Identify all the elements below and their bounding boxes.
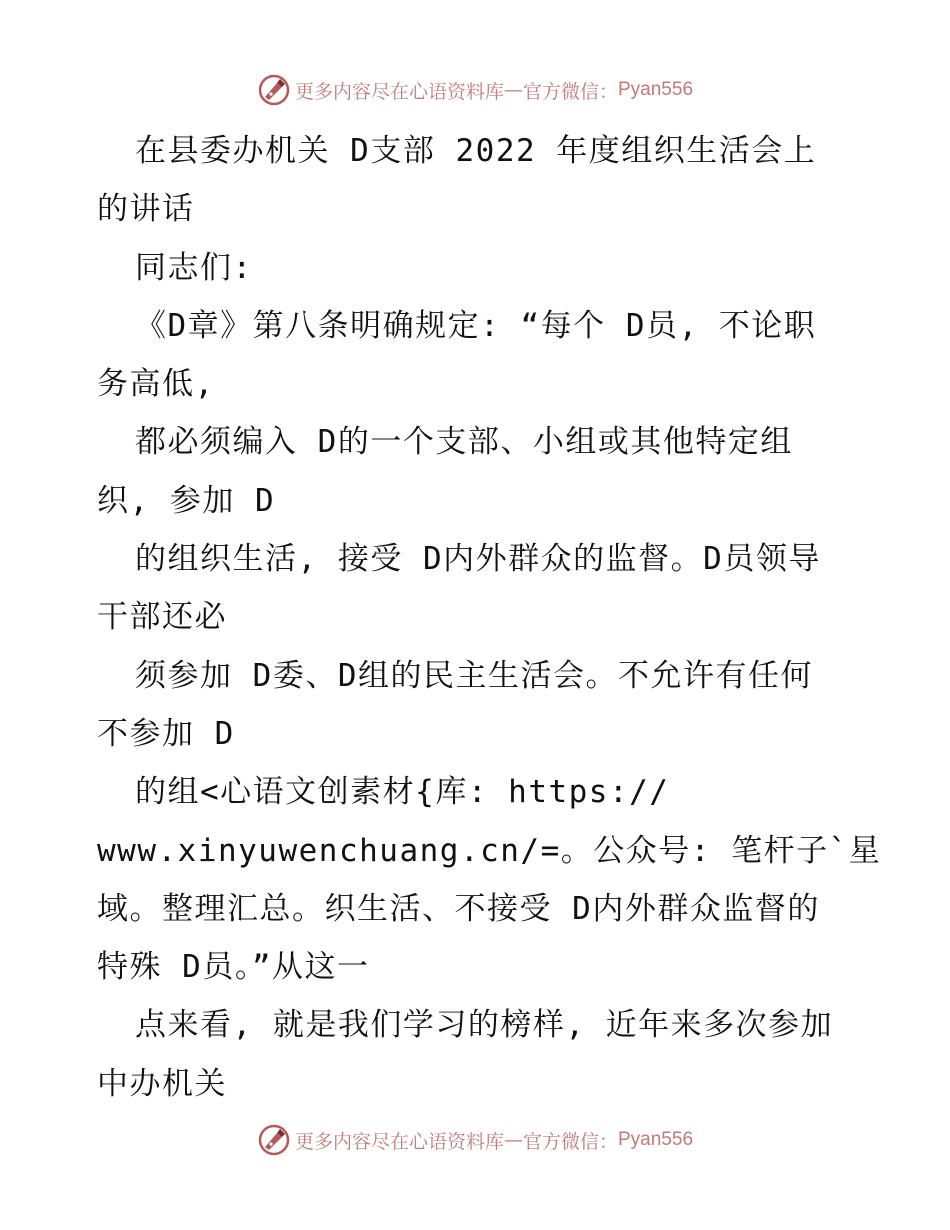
- text-line: 不参加 D: [97, 715, 235, 752]
- text-line: 特殊 D员。”从这一: [97, 949, 370, 986]
- banner-official-label: 官方微信：: [522, 80, 618, 103]
- text-line: 的组织生活, 接受 D内外群众的监督。D员领导: [135, 541, 821, 578]
- text-line: 干部还必: [97, 599, 227, 636]
- pen-nib-circle-icon: [257, 1123, 291, 1157]
- pen-nib-circle-icon: [257, 73, 291, 107]
- text-line: 点来看, 就是我们学习的榜样, 近年来多次参加: [135, 1007, 834, 1044]
- banner-separator: —: [503, 79, 523, 101]
- text-line: 域。整理汇总。织生活、不接受 D内外群众监督的: [97, 890, 820, 927]
- banner-separator: —: [503, 1129, 523, 1151]
- footer-watermark-banner: [0, 1120, 950, 1160]
- header-watermark-banner: [0, 70, 950, 110]
- text-line: 都必须编入 D的一个支部、小组或其他特定组: [135, 424, 793, 461]
- text-line: 在县委办机关 D支部 2022 年度组织生活会上: [135, 133, 817, 169]
- text-line: 须参加 D委、D组的民主生活会。不允许有任何: [135, 657, 813, 694]
- text-line: 同志们:: [135, 249, 253, 286]
- banner-wechat-id: Pyan556: [618, 79, 694, 100]
- document-body: [97, 122, 882, 1113]
- text-line: 务高低,: [97, 366, 215, 403]
- banner-wechat-id: Pyan556: [618, 1129, 694, 1150]
- banner-text: 更多内容尽在心语资料库: [294, 80, 504, 103]
- text-line: 的组<心语文创素材{库: https://: [135, 774, 670, 811]
- text-line: 《D章》第八条明确规定: “每个 D员, 不论职: [135, 307, 817, 344]
- banner-official-label: 官方微信：: [522, 1130, 618, 1153]
- text-line: 的讲话: [97, 191, 195, 228]
- banner-text: 更多内容尽在心语资料库: [294, 1130, 504, 1153]
- text-line: 织, 参加 D: [97, 482, 276, 519]
- text-line: 中办机关: [97, 1065, 227, 1102]
- text-line: www.xinyuwenchuang.cn/=。公众号: 笔杆子`星: [97, 832, 882, 869]
